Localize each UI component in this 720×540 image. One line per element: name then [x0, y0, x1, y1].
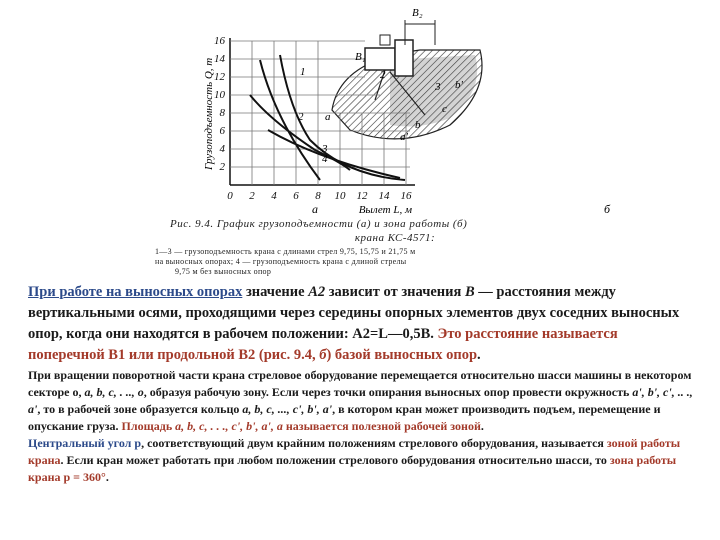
x-tick: 10 [334, 190, 346, 202]
x-tick: 2 [249, 190, 255, 202]
x-tick: 0 [227, 190, 233, 202]
text: , в котором кран может производить подъем, перемещение и опускание груза. [28, 402, 661, 433]
y-tick: 14 [214, 53, 225, 65]
text: значение [242, 284, 309, 300]
highlight-useful-zone: а, b, с, . . ., с', b', а', а [175, 419, 283, 433]
x-tick: 14 [378, 190, 390, 202]
label-a-prime: a' [400, 131, 408, 143]
paragraph-lead: При работе на выносных опорах [28, 284, 243, 300]
figure-caption-note: 1—3 — грузоподъемность крана с длинами стрел 9,75, 15,75 и 21,75 м [155, 247, 416, 256]
x-tick: 16 [400, 190, 412, 202]
crane-cab [395, 40, 413, 76]
x-tick: 8 [315, 190, 321, 202]
figure-graphic [150, 0, 620, 220]
curve-label-3: 3 [322, 143, 328, 155]
text: . [480, 419, 484, 433]
text: При вращении поворотной части крана стреловое оборудование перемещается относительно шасси машины в некотором секторе о, [28, 368, 692, 399]
highlight-definition: ) базой выносных опор [326, 347, 478, 363]
letters: а, b, с, . .., о [84, 385, 144, 399]
letters: а, b, с, ..., с', b', а' [242, 402, 333, 416]
x-tick: 6 [293, 190, 299, 202]
formula: А2=L—0,5В [352, 326, 431, 342]
highlight-useful-zone: называется полезной рабочей зоной [282, 419, 481, 433]
label-b-prime: b' [455, 79, 463, 91]
figure-caption-note: на выносных опорах; 4 — грузоподъемность крана с длиной стрелы [155, 257, 407, 266]
text: , соответствующий двум крайним положениям стрелового оборудования, называется [141, 436, 607, 450]
label-b1: B₁ [355, 51, 366, 63]
text: зависит от значения [325, 284, 465, 300]
term-a2: А2 [308, 284, 326, 300]
curve-1 [260, 60, 320, 180]
letters: а', b', с', .. ., а' [28, 385, 693, 416]
label-a: a [325, 111, 331, 123]
label-3: 3 [435, 81, 441, 93]
figure [150, 0, 620, 275]
highlight-central-angle: Центральный угол р [28, 436, 142, 450]
y-tick: 4 [219, 143, 225, 155]
text: . [477, 347, 481, 363]
y-tick: 2 [219, 161, 225, 173]
text: . Если кран может работать при любом положении стрелового оборудования относительно шасси, то [60, 453, 610, 467]
figure-caption-title: Рис. 9.4. График грузоподъемности (а) и зона работы (б) [170, 218, 468, 230]
term-b: В [464, 284, 475, 300]
highlight-definition: Это расстояние называется поперечной В1 или продольной В2 (рис. 9.4, [28, 326, 618, 363]
x-axis-label: Вылет L, м [358, 204, 412, 216]
y-axis-label: Грузоподъемность Q, т [203, 57, 215, 170]
crane-body [365, 48, 395, 70]
curve-label-2: 2 [298, 111, 304, 123]
curve-label-4: 4 [322, 153, 328, 165]
text: . [430, 326, 438, 342]
label-2: 2 [380, 69, 386, 81]
sub-label-b: б [603, 202, 610, 216]
y-tick: 8 [219, 107, 225, 119]
figure-caption-subtitle: крана КС-4571: [354, 232, 436, 244]
label-c: c [442, 103, 447, 115]
highlight-useful-zone: Площадь [121, 419, 176, 433]
x-tick: 4 [271, 190, 277, 202]
text: , то в рабочей зоне образуется кольцо [37, 402, 243, 416]
label-b: b [415, 119, 421, 131]
highlight-definition: б [319, 347, 327, 363]
sub-label-a: a [312, 202, 318, 216]
paragraph-working-zone [28, 367, 693, 486]
y-tick: 12 [214, 71, 225, 83]
curve-label-1: 1 [300, 66, 306, 78]
text: — расстояния между вертикальными осями, проходящими через середины опорных элементов двух соседних выносных опор, когда они находятся в рабочем положении: [28, 284, 680, 342]
highlight-crane-zone: зоной работы крана [28, 436, 681, 467]
figure-caption-note: 9,75 м без выносных опор [175, 267, 272, 276]
y-tick: 16 [214, 35, 225, 47]
paragraph-outriggers [28, 282, 693, 366]
y-tick: 6 [219, 125, 225, 137]
label-b2: B₂ [412, 7, 423, 19]
text: . [105, 470, 109, 484]
y-tick: 10 [214, 89, 225, 101]
x-tick: 12 [356, 190, 368, 202]
text: , образуя рабочую зону. Если через точки опирания выносных опор провести окружность [143, 385, 633, 399]
highlight-full-rotation: зона работы крана р = 360° [28, 453, 677, 484]
